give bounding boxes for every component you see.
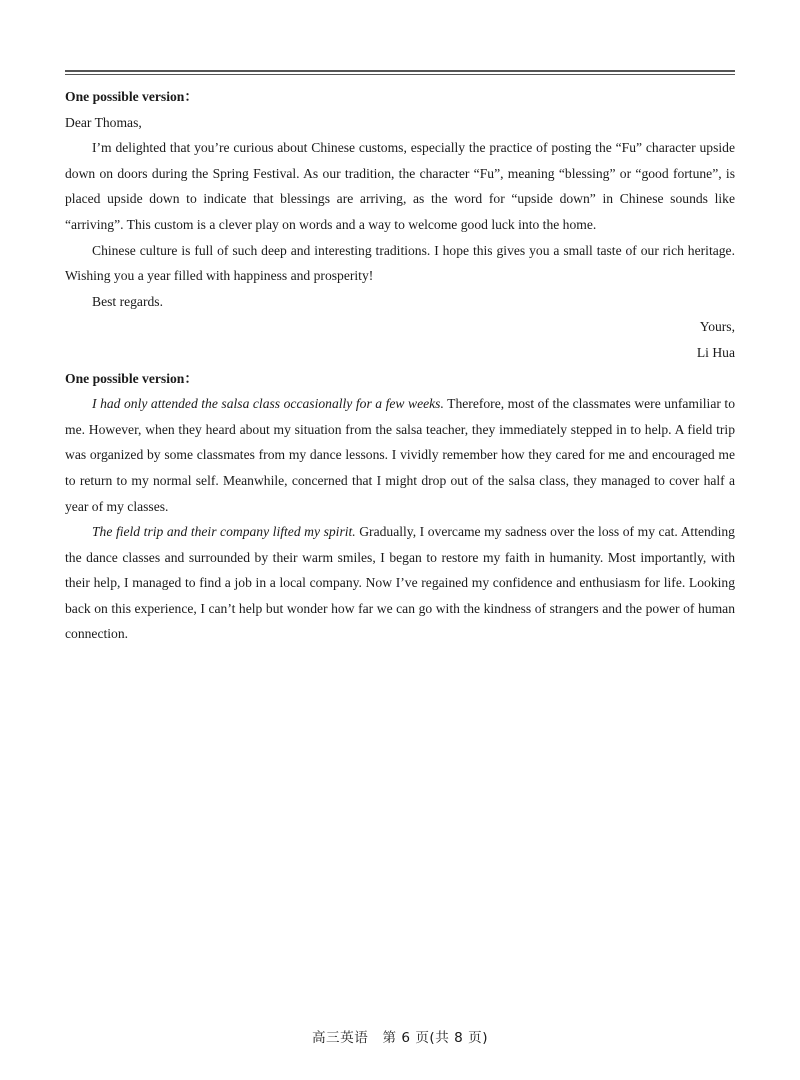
- letter-signoff: Yours,: [699, 319, 735, 335]
- story-paragraph-2: [65, 519, 735, 647]
- letter-closing: Best regards.: [92, 293, 163, 309]
- story-paragraph-1: [65, 391, 735, 519]
- story-paragraph-1-opening: I had only attended the salsa class occasionally for a few weeks.: [92, 396, 444, 412]
- section-1-heading: One possible version：: [65, 89, 198, 104]
- story-paragraph-2-opening: The field trip and their company lifted my spirit.: [92, 524, 356, 540]
- letter-paragraph-2: Chinese culture is full of such deep and interesting traditions. I hope this gives you a small taste of our rich heritage. Wishing you a year filled with happiness and prosperity!: [65, 242, 735, 284]
- letter-signature: Li Hua: [696, 344, 735, 360]
- story-paragraph-2-text: Gradually, I overcame my sadness over the loss of my cat. Attending the dance classes and surrounded by their warm smiles, I began to restore my faith in humanity. Most importantly, with their help, I managed to find a job in a local company. Now I’ve regained my confidence and enthusiasm for life. Looking back on this experience, I can’t help but wonder how far we can go with the kindness of strangers and the power of human connection.: [65, 524, 735, 642]
- header-rule: [65, 70, 735, 75]
- letter-paragraph-1: I’m delighted that you’re curious about Chinese customs, especially the practice of posting the “Fu” character upside down on doors during the Spring Festival. As our tradition, the character “Fu”, meaning “blessing” or “good fortune”, is placed upside down to indicate that blessings are arriving, as the word for “upside down” in Chinese sounds like “arriving”. This custom is a clever play on words and a way to welcome good luck into the home.: [65, 140, 735, 232]
- document-body: [65, 84, 735, 647]
- letter-salutation: Dear Thomas,: [65, 114, 142, 130]
- section-2-heading: One possible version：: [65, 370, 198, 386]
- story-paragraph-1-text: Therefore, most of the classmates were unfamiliar to me. However, when they heard about my situation from the salsa teacher, they immediately stepped in to help. A field trip was organized by some classmates from my dance lessons. I vividly remember how they cared for me and encouraged me to return to my normal self. Meanwhile, concerned that I might drop out of the salsa class, they managed to cover half a year of my classes.: [65, 396, 735, 514]
- page-footer: 高三英语 第 6 页(共 8 页): [311, 1030, 489, 1046]
